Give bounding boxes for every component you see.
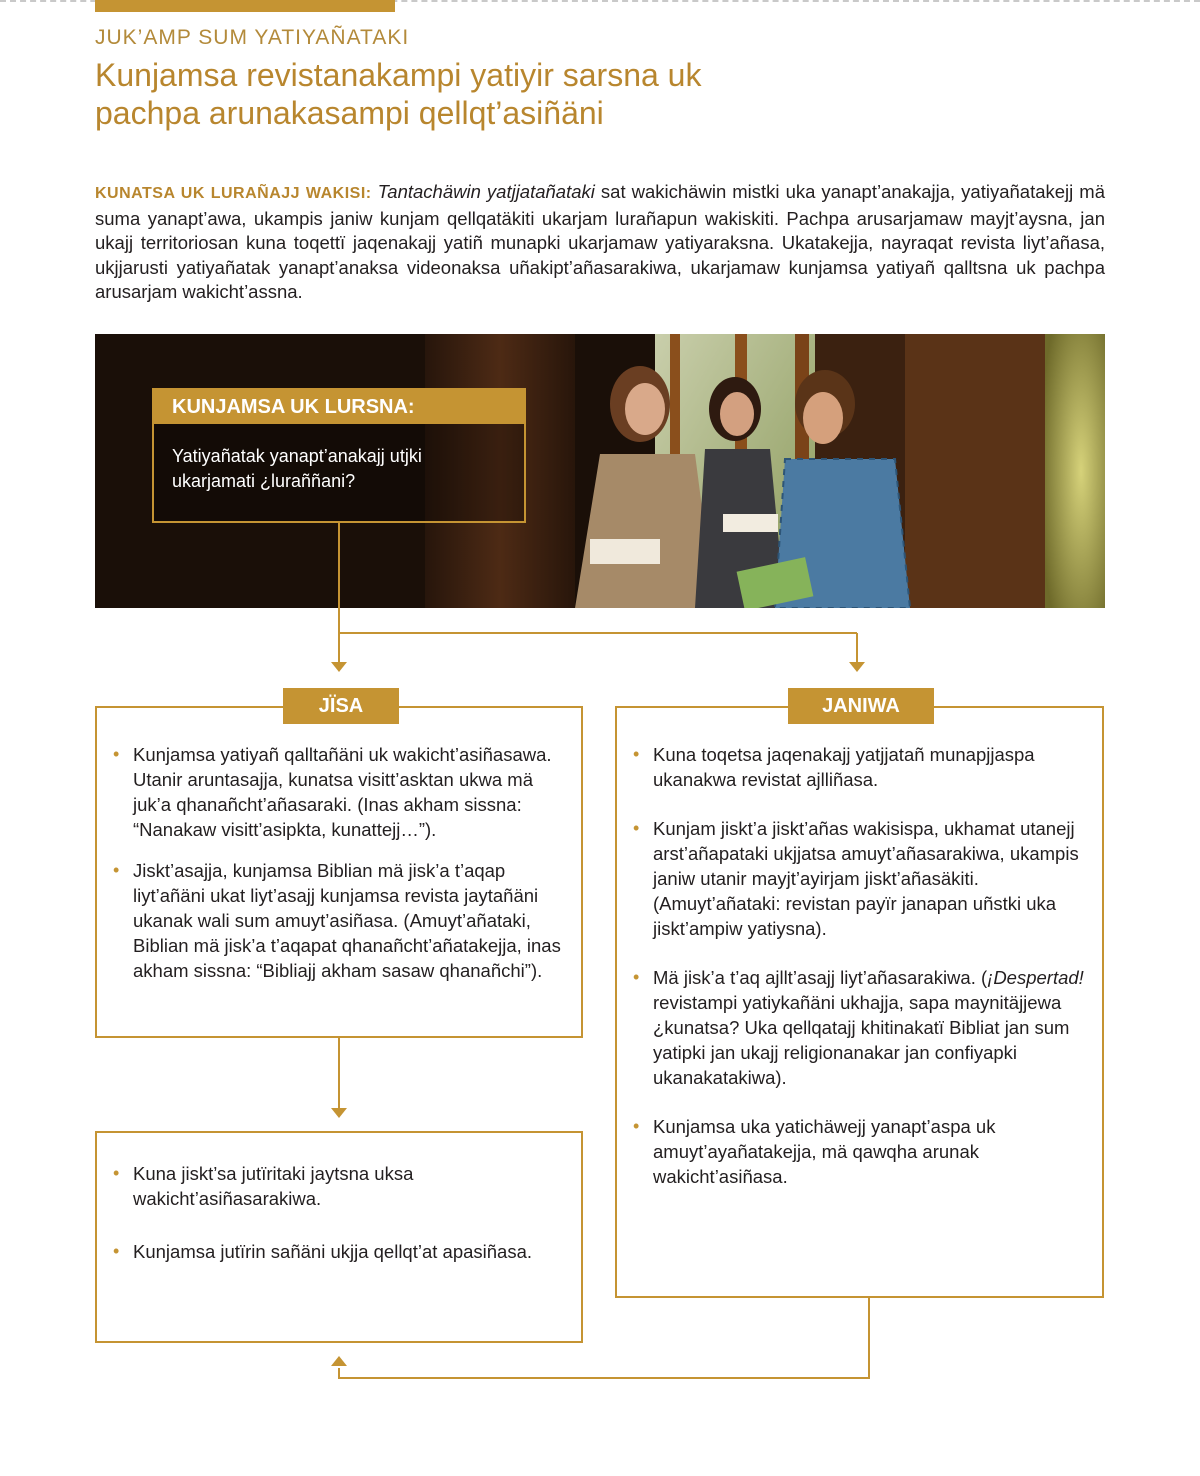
no-list [617,708,1102,1189]
no-item-1: • Kuna toqetsa jaqenakajj yatjjatañ munapjjaspa ukanakwa revistat ajlliñasa. [633,742,1084,792]
arrow-down-no [849,662,865,672]
no-box [615,695,1104,1298]
question-box-text [154,424,524,514]
no-label: JANIWA [788,688,934,724]
question-box [152,388,526,523]
no-item-2: • Kunjam jiskt’a jiskt’añas wakisispa, ukhamat utanejj arst’añapataki ukjjatsa amuyt’añasarakiwa, ukampis janiw utanir mayjt’ayirjam jiskt’añasäkiti. (Amuyt’añataki: revistan payïr janapan uñstki uka jiskt’ampiw yatiysna). [633,816,1084,941]
question-box-heading: KUNJAMSA UK LURSNA: [154,390,524,424]
arrow-down-yes [331,662,347,672]
intro-paragraph [95,180,1105,305]
title-line-2: pachpa arunakasampi qellqt’asiñäni [95,95,604,131]
yes-box [95,695,583,1038]
next-item-2: • Kunjamsa jutïrin sañäni ukjja qellqt’at apasiñasa. [113,1239,563,1264]
question-line-2: ukarjamati ¿luraññani? [172,471,356,491]
page-title [95,56,995,132]
section-kicker: JUK’AMP SUM YATIYAÑATAKI [95,26,410,49]
intro-italic-title: Tantachäwin yatjjatañataki [377,181,595,202]
next-item-1: • Kuna jiskt’sa jutïritaki jaytsna uksa wakicht’asiñasarakiwa. [113,1161,563,1211]
question-line-1: Yatiyañatak yanapt’anakajj utjki [172,446,422,466]
yes-item-1: • Kunjamsa yatiyañ qalltañäni uk wakicht’asiñasawa. Utanir aruntasajja, kunatsa visitt’asktan ukwa mä juk’a qhanañcht’añasaraki. (Inas akham sissna: “Nanakaw visitt’asipkta, kunattejj…”). [113,742,563,842]
top-accent-bar [95,0,395,12]
magazine-title: ¡Despertad! [987,967,1084,988]
arrow-down-next [331,1108,347,1118]
yes-item-2: • Jiskt’asajja, kunjamsa Biblian mä jisk’a t’aqap liyt’añäni ukat liyt’asajj kunjamsa revista jaytañäni ukanak wali sum amuyt’asiñasa. (Amuyt’añataki, Biblian mä jisk’a t’aqapat qhanañcht’añatakejja, inas akham sissna: “Bibliajj akham sasaw qhanañchi”). [113,858,563,983]
yes-label: JÏSA [283,688,399,724]
arrow-up-loop [331,1356,347,1366]
yes-list [97,708,581,983]
next-step-list [97,1133,581,1264]
next-step-box [95,1131,583,1343]
intro-lead: KUNATSA UK LURAÑAJJ WAKISI: [95,185,372,202]
title-line-1: Kunjamsa revistanakampi yatiyir sarsna uk [95,57,702,93]
no-item-3: • Mä jisk’a t’aq ajllt’asajj liyt’añasarakiwa. (¡Despertad! revistampi yatiykañäni ukhajja, sapa maynitäjjewa ¿kunatsa? Uka qellqatajj khitinakatï Bibliat jan sum yatipki jan ukajj religionanakar jan confiyapki ukanakatakiwa). [633,965,1084,1090]
intro-text: sat wakichäwin mistki uka yanapt’anakajja, yatiyañatakejj mä suma yanapt’awa, ukampis janiw kunjam qellqatäkiti ukarjam lurañapun wakiskiti. Pachpa arusarjamaw mayjt’aysna, jan ukajj territoriosan kuna toqettï jaqenakajj yatiñ munapki ukarjamaw yatiyaraksna. Ukatakejja, nayraqat revista liyt’añasa, ukjjarusti yatiyañatak yanapt’anaksa videonaksa uñakipt’añasarakiwa, ukarjamaw kunjamsa yatiyañ qalltsna uk pachpa arusarjam wakicht’assna. [95,181,1105,302]
no-item-4: • Kunjamsa uka yatichäwejj yanapt’aspa uk amuyt’ayañatakejja, mä qawqha arunak wakicht’asiñasa. [633,1114,1084,1189]
